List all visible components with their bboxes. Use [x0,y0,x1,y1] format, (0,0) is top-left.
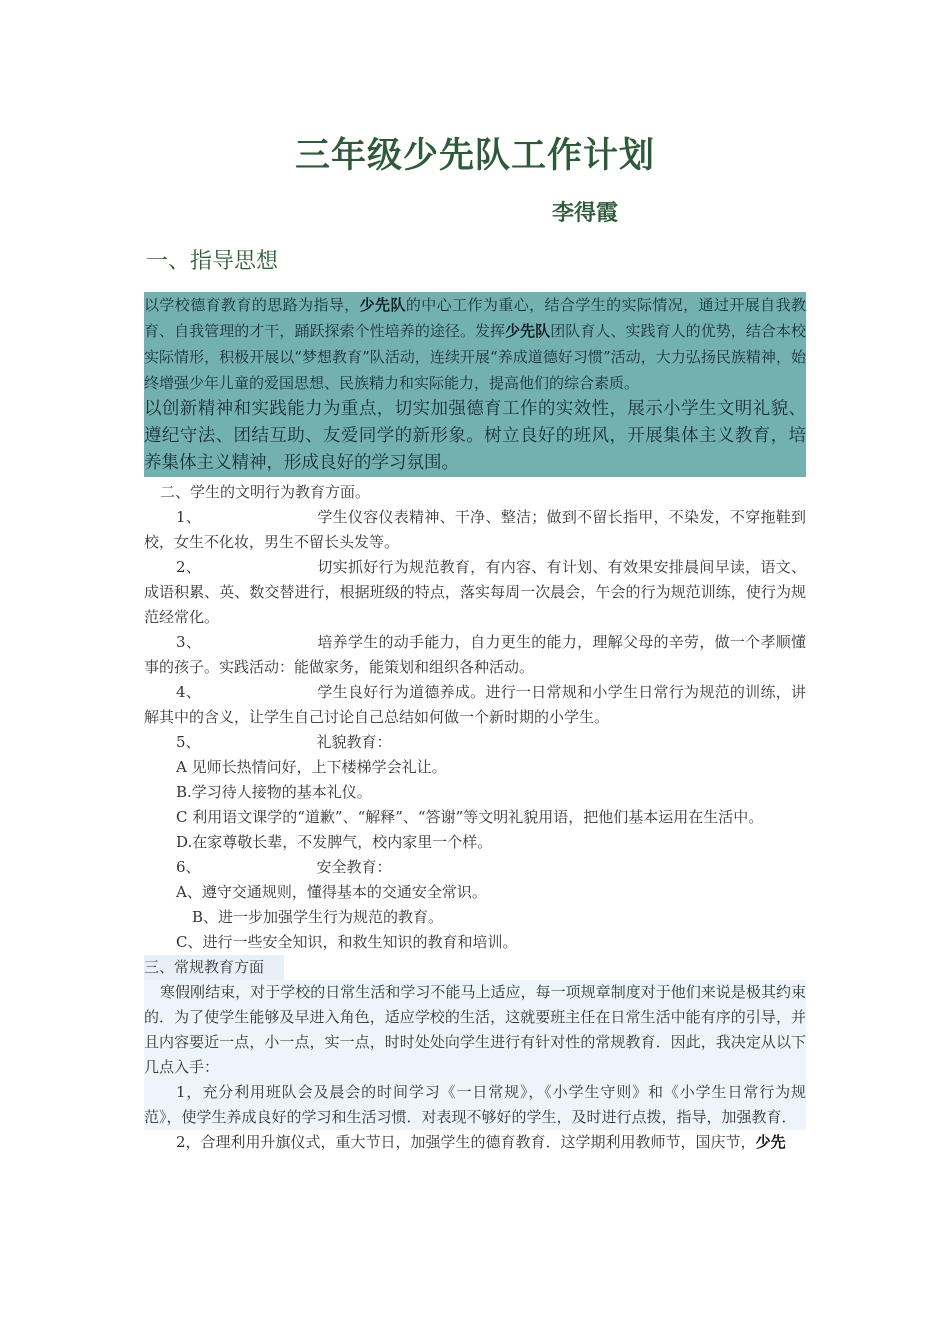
safety-c: C、进行一些安全知识，和救生知识的教育和培训。 [176,933,518,951]
section3-intro: 寒假刚结束，对于学校的日常生活和学习不能马上适应，每一项规章制度对于他们来说是极其约束的．为了使学生能够及早进入角色，适应学校的生活，这就要班主任在日常生活中能有序的引导，并且内容要近一点，小一点，实一点，时时处处向学生进行有针对性的常规教育．因此，我决定从以下几点入手： [144,980,806,1080]
section1-heading: 一、指导思想 [146,249,279,274]
guiding-text-small: 以学校德育教育的思路为指导，少先队的中心工作为重心，结合学生的实际情况，通过开展自我教育、自我管理的才干，踊跃探索个性培养的途径。发挥少先队团队育人、实践育人的优势，结合本校实际情形，积极开展以“梦想教育”队活动，连续开展“养成道德好习惯”活动，大力弘扬民族精神，始终增强少年儿童的爱国思想、民族精力和实际能力，提高他们的综合素质。 [144,296,806,392]
etiquette-c: C 利用语文课学的“道歉”、“解释”、“答谢”等文明礼貌用语，把他们基本运用在生活中。 [176,808,764,826]
behavior-item-5: 5、 礼貌教育： [176,733,392,751]
author-name: 李得霞 [552,201,619,226]
section2-heading: 二、学生的文明行为教育方面。 [160,483,371,501]
safety-b: B、进一步加强学生行为规范的教育。 [192,908,444,926]
guiding-text-large: 以创新精神和实践能力为重点，切实加强德育工作的实效性，展示小学生文明礼貌、遵纪守法、团结互助、友爱同学的新形象。树立良好的班风，开展集体主义教育，培养集体主义精神，形成良好的学习氛围。 [144,399,806,473]
etiquette-b: B.学习待人接物的基本礼仪。 [176,783,372,801]
behavior-item-6: 6、 安全教育： [176,858,392,876]
section2 [144,480,806,1155]
behavior-item-1: 1、 学生仪容仪表精神、干净、整洁；做到不留长指甲，不染发，不穿拖鞋到校，女生不化妆，男生不留长头发等。 [144,508,806,551]
section3-point-2: 2，合理利用升旗仪式，重大节日，加强学生的德育教育．这学期利用教师节，国庆节，少先 [176,1133,786,1151]
behavior-item-3: 3、 培养学生的动手能力，自力更生的能力，理解父母的辛劳，做一个孝顺懂事的孩子。实践活动：能做家务，能策划和组织各种活动。 [144,633,806,676]
section3-heading: 三、常规教育方面 [144,955,284,980]
behavior-item-4: 4、 学生良好行为道德养成。进行一日常规和小学生日常行为规范的训练，讲解其中的含义，让学生自己讨论自己总结如何做一个新时期的小学生。 [144,683,806,726]
behavior-item-2: 2、 切实抓好行为规范教育，有内容、有计划、有效果安排晨间早读，语文、成语积累、英、数交替进行，根据班级的特点，落实每周一次晨会，午会的行为规范训练，使行为规范经常化。 [144,558,806,626]
section3-heading-row [144,955,806,980]
safety-a: A、遵守交通规则，懂得基本的交通安全常识。 [176,883,487,901]
highlighted-guiding-paragraph [144,292,806,477]
etiquette-a: A 见师长热情问好，上下楼梯学会礼让。 [176,758,447,776]
section3-point-1: 1，充分利用班队会及晨会的时间学习《一日常规》，《小学生守则》和《小学生日常行为规范》，使学生养成良好的学习和生活习惯．对表现不够好的学生，及时进行点拨，指导，加强教育． [144,1080,806,1130]
etiquette-d: D.在家尊敬长辈，不发脾气，校内家里一个样。 [176,833,493,851]
page-title: 三年级少先队工作计划 [294,136,655,176]
